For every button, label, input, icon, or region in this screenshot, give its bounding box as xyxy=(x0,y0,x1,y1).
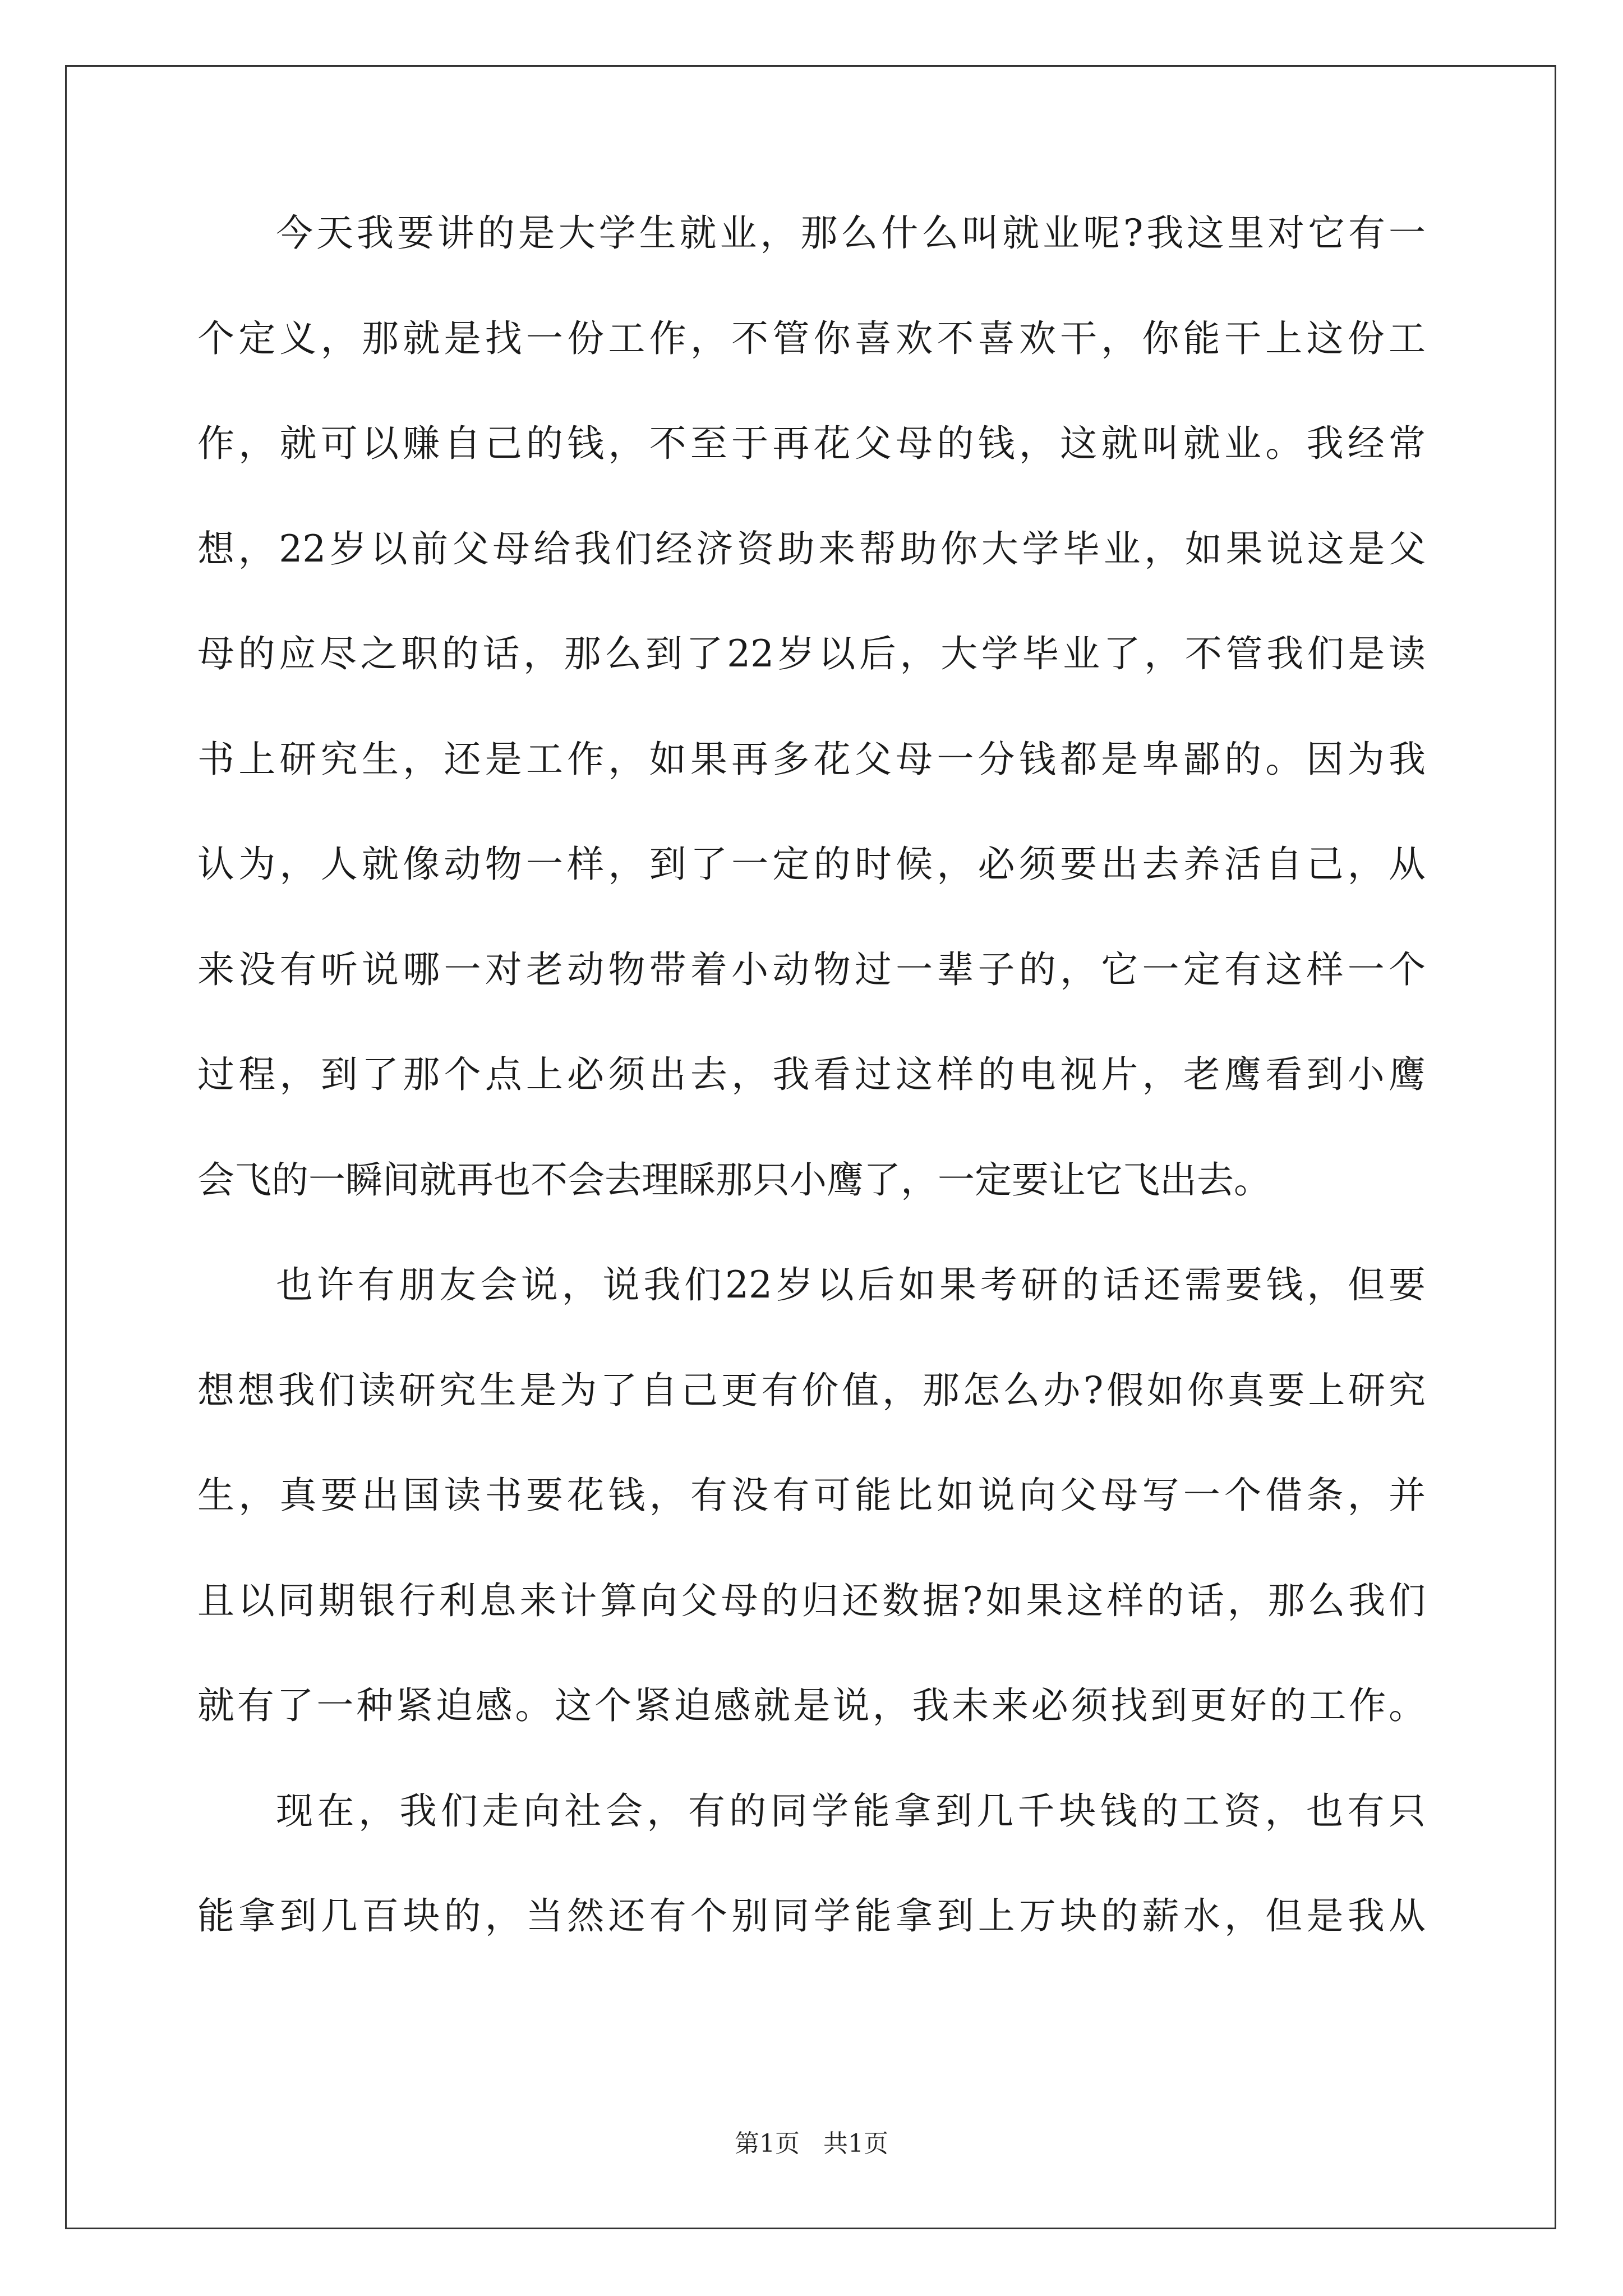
paragraph-1-line-8: 来没有听说哪一对老动物带着小动物过一辈子的，它一定有这样一个 xyxy=(197,947,1426,991)
paragraph-2-line-2: 想想我们读研究生是为了自己更有价值，那怎么办?假如你真要上研究 xyxy=(197,1368,1426,1412)
paragraph-1-line-5: 母的应尽之职的话，那么到了22岁以后，大学毕业了，不管我们是读 xyxy=(197,632,1426,675)
paragraph-1-line-10: 会飞的一瞬间就再也不会去理睬那只小鹰了，一定要让它飞出去。 xyxy=(197,1158,1271,1202)
paragraph-2-line-4: 且以同期银行利息来计算向父母的归还数据?如果这样的话，那么我们 xyxy=(197,1579,1426,1622)
paragraph-1-line-6: 书上研究生，还是工作，如果再多花父母一分钱都是卑鄙的。因为我 xyxy=(197,737,1426,781)
page-total: 共1页 xyxy=(823,2129,888,2158)
paragraph-1-line-7: 认为，人就像动物一样，到了一定的时候，必须要出去养活自己，从 xyxy=(197,843,1426,886)
paragraph-1-line-2: 个定义，那就是找一份工作，不管你喜欢不喜欢干，你能干上这份工 xyxy=(197,316,1426,360)
page-number: 第1页 xyxy=(735,2129,800,2158)
paragraph-2-line-1: 也许有朋友会说，说我们22岁以后如果考研的话还需要钱，但要 xyxy=(276,1263,1426,1306)
page-footer xyxy=(0,2123,1623,2159)
paragraph-2-line-3: 生，真要出国读书要花钱，有没有可能比如说向父母写一个借条，并 xyxy=(197,1474,1426,1517)
paragraph-2-line-5: 就有了一种紧迫感。这个紧迫感就是说，我未来必须找到更好的工作。 xyxy=(197,1684,1426,1727)
paragraph-1-line-9: 过程，到了那个点上必须出去，我看过这样的电视片，老鹰看到小鹰 xyxy=(197,1053,1426,1096)
paragraph-3-line-1: 现在，我们走向社会，有的同学能拿到几千块钱的工资，也有只 xyxy=(276,1789,1426,1833)
paragraph-1-line-4: 想，22岁以前父母给我们经济资助来帮助你大学毕业，如果说这是父 xyxy=(197,527,1426,570)
paragraph-1-line-3: 作，就可以赚自己的钱，不至于再花父母的钱，这就叫就业。我经常 xyxy=(197,422,1426,465)
paragraph-3-line-2: 能拿到几百块的，当然还有个别同学能拿到上万块的薪水，但是我从 xyxy=(197,1894,1426,1938)
document-body xyxy=(197,181,1426,1969)
paragraph-1-line-1: 今天我要讲的是大学生就业，那么什么叫就业呢?我这里对它有一 xyxy=(276,211,1426,255)
